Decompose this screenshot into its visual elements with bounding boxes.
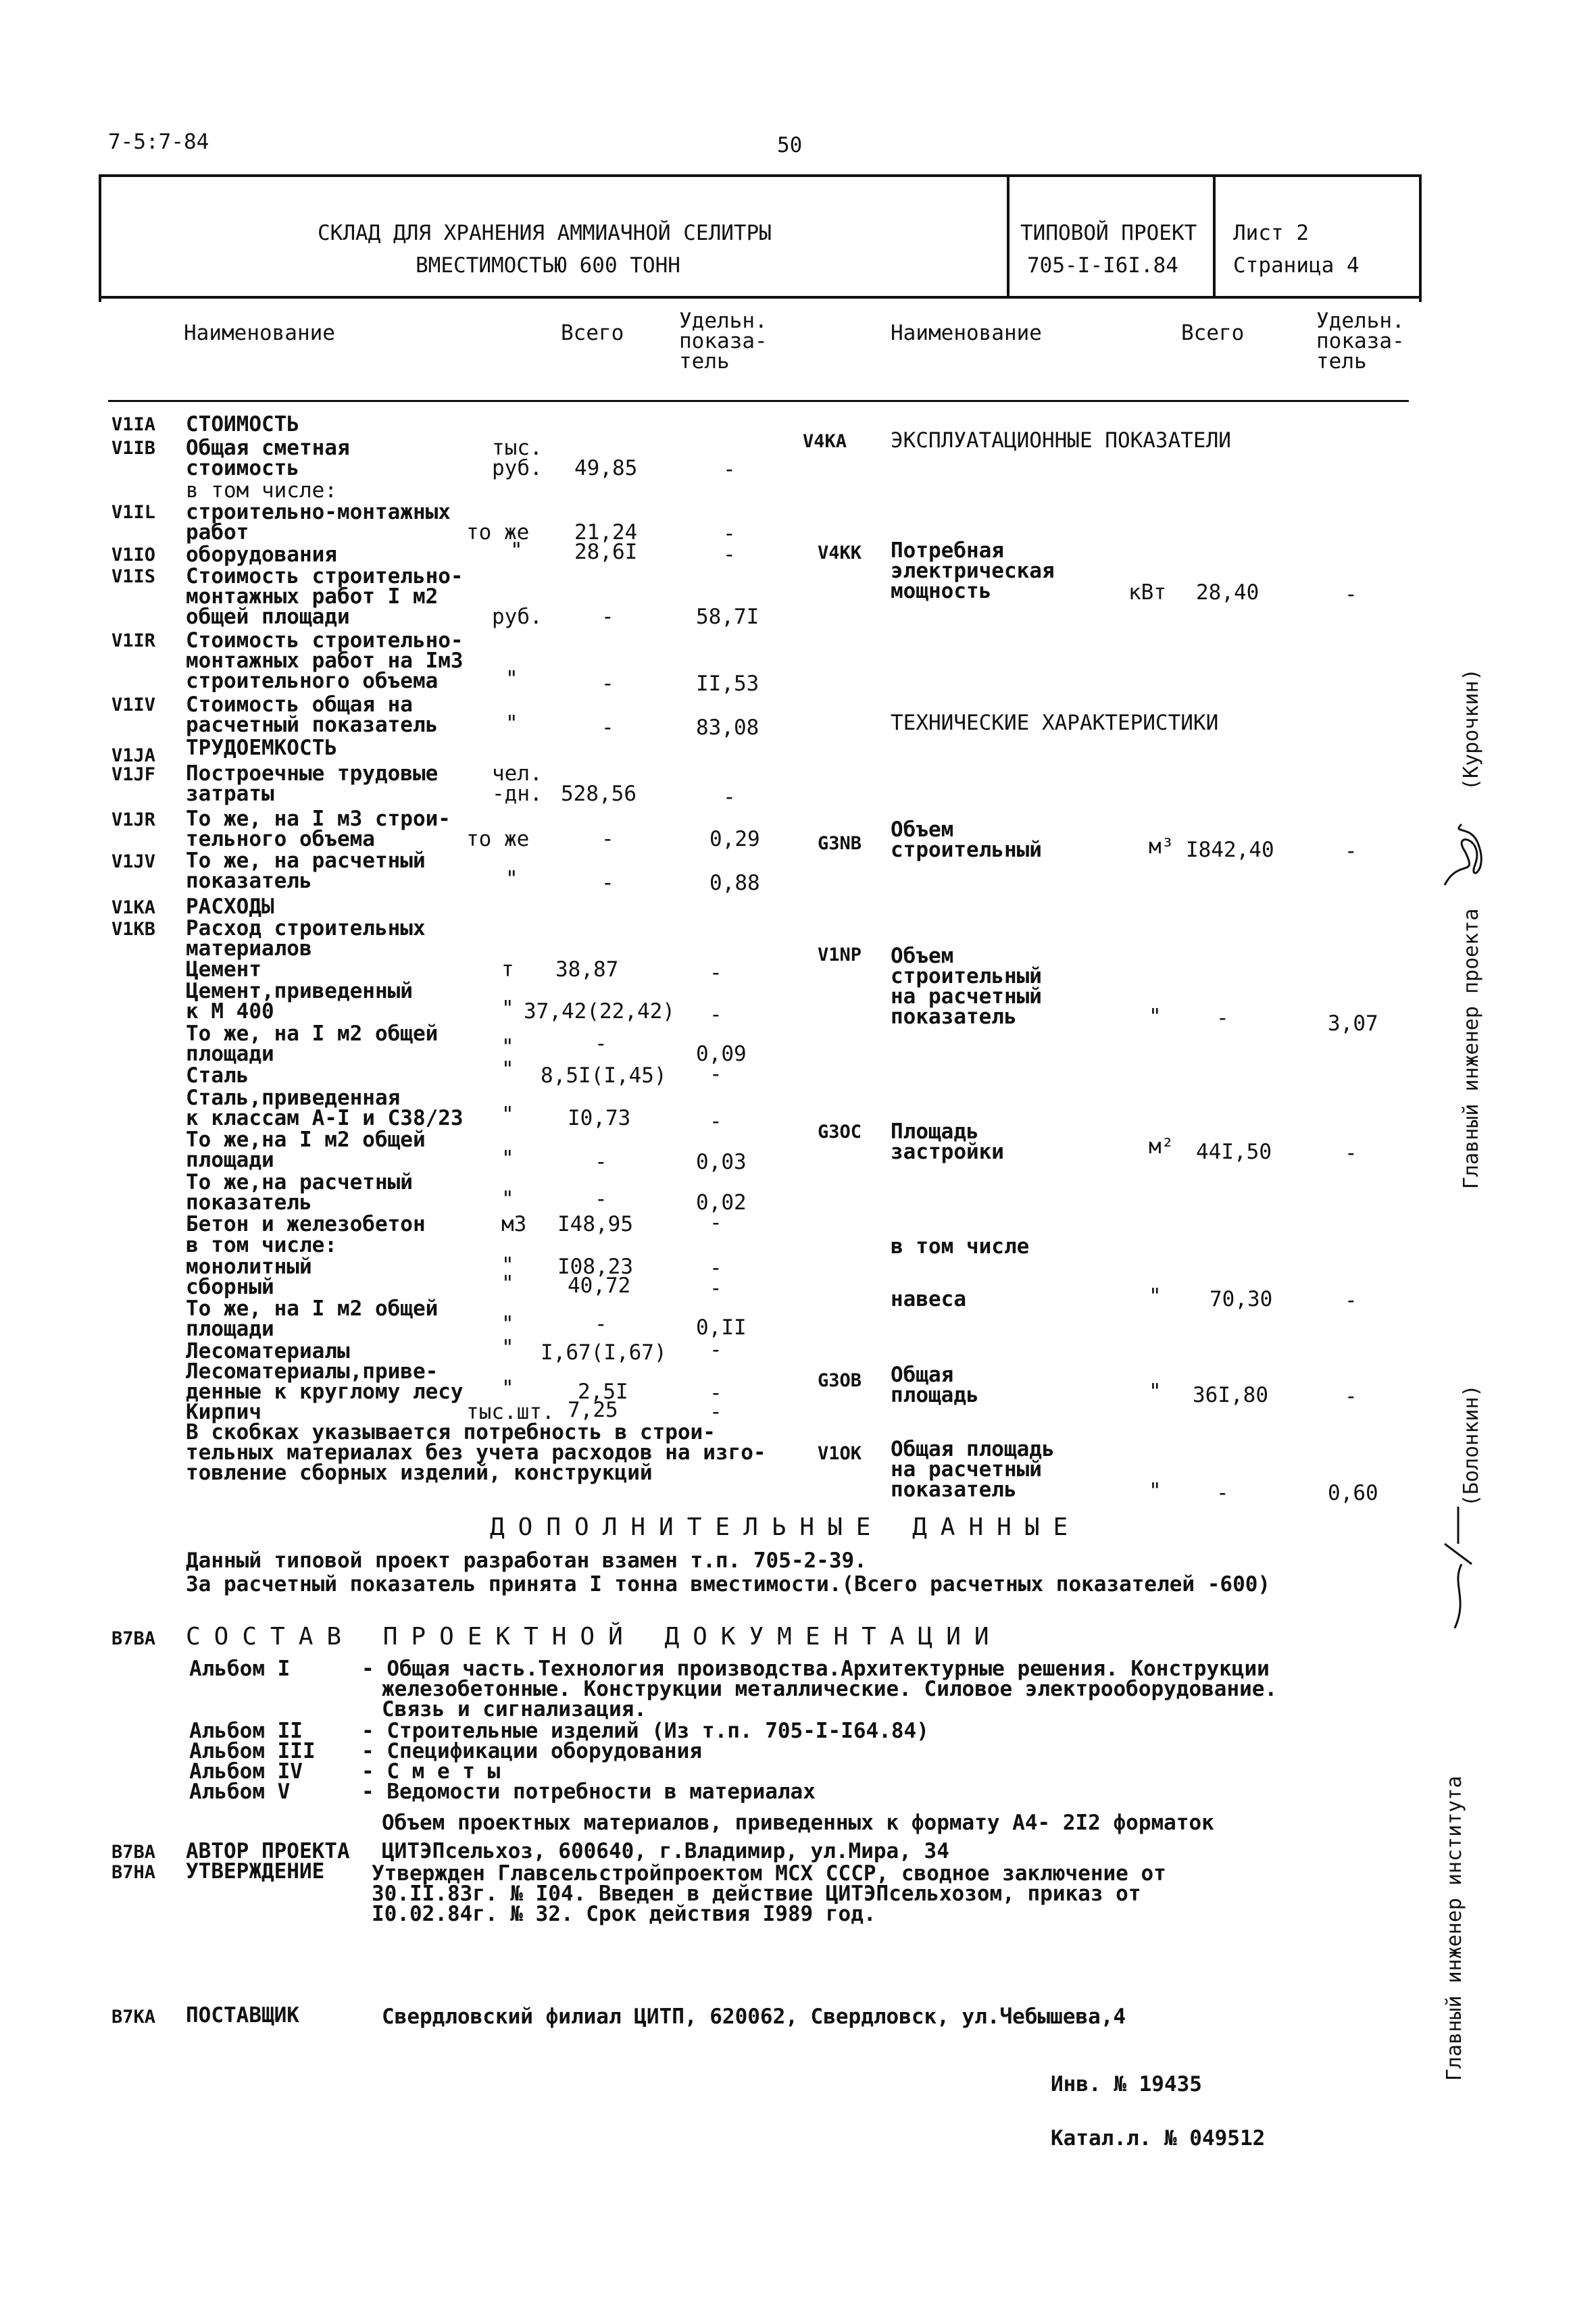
row-total: 28,6I [574,540,638,564]
row-total: 37,42(22,42) [524,999,675,1024]
row-name: материалов [186,936,312,961]
col-spec-left-2: показа- [679,329,768,353]
row-total: - [601,827,614,851]
row-unit: " [501,1035,514,1059]
row-name: тельного объема [186,827,375,851]
row-total: 44I,50 [1196,1140,1272,1164]
row-code: V1JA [111,745,156,766]
signatory-name-2: (Болонкин) [1460,1384,1483,1507]
col-name-left: Наименование [184,321,335,345]
row-unit: " [1149,1005,1162,1029]
additional-line-2: За расчетный показатель принята I тонна вместимости.(Всего расчетных показателей -600) [186,1572,1271,1596]
row-name: монтажных работ I м2 [186,584,439,609]
row-total: - [601,605,614,629]
row-name: в том числе: [186,478,337,503]
row-name: Лесоматериалы,приве- [186,1359,439,1384]
row-name: Лесоматериалы [186,1339,350,1363]
album-4-label: Альбом IV [189,1759,303,1784]
row-spec: - [709,1062,722,1086]
row-code: V1IA [111,414,156,435]
row-code: V1OK [818,1443,862,1464]
row-code: V1JR [111,809,156,830]
row-name: Площадь [891,1120,979,1144]
row-unit: " [501,1103,514,1127]
row-name: в том числе: [186,1233,337,1257]
row-spec: - [1345,1384,1357,1409]
col-total-left: Всего [561,321,624,345]
row-total: 36I,80 [1193,1383,1268,1407]
row-total: 28,40 [1196,580,1260,605]
supplier-text: Свердловский филиал ЦИТП, 620062, Свердловск, ул.Чебышева,4 [382,2005,1126,2029]
row-unit: " [501,997,514,1021]
row-code: V1JF [111,764,156,785]
row-unit: " [501,1376,514,1401]
row-name: строительного объема [186,669,439,693]
album-5-label: Альбом V [189,1780,291,1804]
album-1-text: - Общая часть.Технология производства.Архитектурные решения. Конструкции [361,1657,1270,1681]
row-spec: - [709,961,722,985]
author-label: АВТОР ПРОЕКТА [186,1839,350,1863]
page-number: 50 [777,133,803,157]
row-unit: " [1149,1380,1162,1404]
row-code: G3NB [818,833,862,854]
row-total: 70,30 [1210,1287,1273,1311]
row-total: 528,56 [561,782,637,806]
row-name: общей площади [186,605,350,629]
row-name: показатель [891,1005,1017,1029]
inventory-number: Инв. № 19435 [1051,2072,1202,2096]
row-spec: - [709,1109,722,1134]
section-heading: ЭКСПЛУАТАЦИОННЫЕ ПОКАЗАТЕЛИ [891,428,1231,453]
row-code: V1IO [111,545,156,565]
row-unit: руб. [492,456,543,480]
row-spec: 0,09 [696,1042,747,1066]
row-name: к М 400 [186,999,274,1024]
row-spec: 58,7I [696,605,759,629]
signatory-name-1: (Курочкин) [1460,668,1483,790]
row-code: V1JV [111,851,156,872]
catalog-number: Катал.л. № 049512 [1051,2126,1266,2150]
approval-code: B7HA [111,1862,156,1883]
row-name: оборудования [186,543,337,567]
row-name: площадь [891,1383,979,1407]
col-spec-right-2: показа- [1316,329,1405,353]
row-unit: тыс.шт. [466,1400,555,1424]
approval-text: 30.II.83г. № I04. Введен в действие ЦИТЭПсельхозом, приказ от [372,1882,1141,1906]
row-spec: - [723,543,736,567]
row-name: стоимость [186,456,299,480]
col-name-right: Наименование [891,321,1042,345]
row-total: 8,5I(I,45) [541,1063,667,1088]
album-2-text: - Строительные изделий (Из т.п. 705-I-I64.84) [361,1719,929,1743]
row-total: 2,5I [578,1380,628,1404]
row-name: То же, на I м3 строи- [186,807,451,831]
row-spec: 3,07 [1328,1011,1378,1036]
project-label: ТИПОВОЙ ПРОЕКТ [1020,221,1197,245]
row-spec: II,53 [696,672,759,696]
row-spec: - [723,522,736,546]
title-line-1: СКЛАД ДЛЯ ХРАНЕНИЯ АММИАЧНОЙ СЕЛИТРЫ [318,221,772,245]
row-spec: - [1345,839,1357,863]
col-spec-right-3: тель [1316,349,1367,374]
row-unit: " [1149,1479,1162,1503]
volume-note: Объем проектных материалов, приведенных к формату А4- 2I2 форматок [382,1811,1214,1835]
row-unit: " [501,1336,514,1360]
row-unit: " [510,538,523,563]
col-spec-right-1: Удельн. [1316,309,1405,333]
row-name: работ [186,520,249,545]
row-name: То же,на расчетный [186,1170,413,1194]
additional-data-heading: ДОПОЛНИТЕЛЬНЫЕ ДАННЫЕ [490,1513,1082,1541]
row-total: - [595,1187,607,1211]
row-name: Цемент,приведенный [186,979,413,1003]
sheet-number: Лист 2 [1233,221,1309,245]
row-name: Общая сметная [186,436,350,460]
row-total: I0,73 [568,1106,631,1130]
signature-2-icon [1431,1503,1485,1632]
row-name: расчетный показатель [186,713,439,737]
row-name: денные к круглому лесу [186,1380,464,1404]
row-total: - [601,672,614,696]
row-spec: - [709,1276,722,1301]
supplier-label: ПОСТАВЩИК [186,2003,299,2028]
row-name: площади [186,1317,274,1341]
row-code: V4KK [818,543,862,563]
album-3-label: Альбом III [189,1739,316,1763]
row-spec: - [709,1256,722,1280]
row-total: - [601,871,614,895]
row-unit: " [1149,1284,1162,1309]
row-code: V1IB [111,438,156,459]
row-spec: - [709,1381,722,1405]
row-name: площади [186,1148,274,1172]
additional-line-1: Данный типовой проект разработан взамен т.п. 705-2-39. [186,1549,867,1573]
row-name: монтажных работ на Iм3 [186,649,464,673]
row-name: строительный [891,964,1042,988]
row-name: на расчетный [891,984,1042,1009]
album-2-label: Альбом II [189,1719,303,1743]
row-name: РАСХОДЫ [186,895,274,919]
section-heading: ТЕХНИЧЕСКИЕ ХАРАКТЕРИСТИКИ [891,711,1219,735]
row-name: Расход строительных [186,916,426,940]
row-name: Стоимость строительно- [186,564,464,588]
row-name: Потребная [891,538,1004,563]
page-label: Страница 4 [1233,253,1360,278]
row-total: 40,72 [568,1274,631,1298]
row-unit: " [505,867,518,891]
row-unit: " [501,1187,514,1211]
col-spec-left-3: тель [679,349,730,374]
row-name: Объем [891,818,954,842]
row-spec: 83,08 [696,715,759,740]
row-name: То же, на расчетный [186,849,426,873]
row-spec: - [1345,1141,1357,1165]
row-name: монолитный [186,1255,312,1279]
title-line-2: ВМЕСТИМОСТЬЮ 600 ТОНН [416,253,680,278]
row-name: Стоимость строительно- [186,628,464,653]
row-unit: " [501,1272,514,1296]
album-3-text: - Спецификации оборудования [361,1739,702,1763]
row-name: мощность [891,579,992,603]
row-unit: " [501,1057,514,1082]
row-name: затраты [186,782,274,806]
row-unit: тыс. [492,436,543,460]
row-unit: " [501,1253,514,1278]
note-line-1: В скобках указывается потребность в строи- [186,1420,716,1444]
row-spec: - [1345,582,1357,607]
row-total: I48,95 [557,1212,633,1236]
row-name: Общая [891,1363,954,1387]
composition-code: B7BA [111,1628,156,1649]
row-spec: 0,29 [709,827,760,851]
album-1-label: Альбом I [189,1657,291,1681]
row-code: V1IV [111,695,156,715]
row-name: Сталь,приведенная [186,1086,401,1110]
row-code: G3OC [818,1122,862,1142]
row-spec: - [709,1338,722,1362]
supplier-code: B7KA [111,2007,156,2028]
chief-institute-engineer-title: Главный инженер института [1443,1776,1466,2081]
row-total: - [595,1312,607,1336]
row-name: к классам А-I и С38/23 [186,1106,464,1130]
row-name: навеса [891,1287,966,1311]
row-name: на расчетный [891,1457,1042,1482]
album-5-text: - Ведомости потребности в материалах [361,1780,816,1804]
col-total-right: Всего [1181,321,1245,345]
row-code: V1NP [818,945,862,965]
row-spec: - [723,785,736,809]
author-text: ЦИТЭПсельхоз, 600640, г.Владимир, ул.Мира, 34 [382,1839,949,1863]
row-total: I842,40 [1186,838,1274,862]
row-name: Построечные трудовые [186,761,439,786]
row-spec: 0,03 [696,1150,747,1174]
row-total: - [601,715,614,740]
col-spec-left-1: Удельн. [679,309,768,333]
row-name: То же, на I м2 общей [186,1297,439,1321]
doc-code: 7-5:7-84 [108,130,209,154]
row-name: в том числе [891,1234,1030,1259]
row-code: V1IR [111,630,156,651]
row-name: Стоимость общая на [186,693,413,717]
row-unit: " [501,1147,514,1171]
row-spec: - [1345,1288,1357,1313]
row-name: показатель [186,869,312,893]
row-name: строительный [891,838,1042,862]
row-unit: " [505,711,518,736]
row-spec: - [709,1400,722,1424]
row-total: - [595,1032,607,1056]
project-number: 705-I-I6I.84 [1027,253,1178,278]
row-code: G3OB [818,1370,862,1391]
row-spec: - [723,457,736,482]
approval-text: Утвержден Главсельстройпроектом МСХ СССР, сводное заключение от [372,1861,1166,1886]
author-code: B7BA [111,1842,156,1863]
row-unit: т [501,957,514,982]
row-total: I08,23 [557,1255,633,1279]
row-name: Цемент [186,957,261,982]
row-total: - [1216,1481,1229,1505]
row-unit: чел. [492,761,543,786]
row-spec: 0,60 [1328,1481,1378,1505]
row-total: 21,24 [574,520,638,545]
composition-heading: СОСТАВ ПРОЕКТНОЙ ДОКУМЕНТАЦИИ [186,1623,1003,1651]
row-name: показатель [186,1190,312,1215]
row-code: V4KA [803,431,847,452]
row-spec: - [709,1003,722,1027]
row-total: 38,87 [555,957,619,982]
row-total: 7,25 [568,1398,618,1422]
album-1-text: железобетонные. Конструкции металлические. Силовое электрооборудование. [382,1677,1278,1701]
row-spec: 0,02 [696,1190,747,1215]
row-spec: 0,88 [709,871,760,895]
chief-project-engineer-title: Главный инженер проекта [1460,908,1483,1189]
row-code: V1IS [111,566,156,587]
row-name: Кирпич [186,1400,261,1424]
row-unit: -дн. [492,782,543,806]
row-unit: кВт [1128,580,1166,605]
row-unit: м3 [501,1212,527,1236]
album-4-text: - С м е т ы [361,1759,501,1784]
row-unit: м³ [1149,834,1174,859]
row-name: ТРУДОЕМКОСТЬ [186,736,337,760]
row-name: СТОИМОСТЬ [186,412,299,436]
row-code: V1KA [111,897,156,918]
row-unit: руб. [492,605,543,629]
row-name: электрическая [891,559,1055,583]
note-line-2: тельных материалах без учета расходов на изго- [186,1440,766,1465]
row-name: Бетон и железобетон [186,1212,426,1236]
row-code: V1IL [111,502,156,523]
row-code: V1KB [111,919,156,940]
row-total: - [595,1150,607,1174]
row-unit: " [505,667,518,691]
row-name: площади [186,1042,274,1066]
row-spec: - [709,1211,722,1235]
row-name: показатель [891,1478,1017,1502]
row-name: застройки [891,1140,1004,1164]
row-spec: 0,II [696,1315,747,1340]
row-unit: м² [1149,1134,1174,1159]
row-name: Общая площадь [891,1437,1055,1461]
row-name: То же, на I м2 общей [186,1022,439,1046]
row-name: строительно-монтажных [186,500,451,524]
row-name: Объем [891,944,954,968]
row-name: сборный [186,1275,274,1299]
row-unit: то же [466,827,530,851]
approval-text: I0.02.84г. № 32. Срок действия I989 год. [372,1902,876,1926]
note-line-3: товление сборных изделий, конструкций [186,1461,653,1485]
album-1-text: Связь и сигнализация. [382,1697,647,1721]
row-name: То же,на I м2 общей [186,1128,426,1152]
row-name: Сталь [186,1063,249,1088]
approval-label: УТВЕРЖДЕНИЕ [186,1859,325,1884]
row-total: 49,85 [574,456,638,480]
row-unit: " [501,1312,514,1336]
row-total: - [1216,1006,1229,1030]
row-unit: то же [466,520,530,545]
signature-1-icon [1438,818,1492,899]
row-total: I,67(I,67) [541,1340,667,1365]
